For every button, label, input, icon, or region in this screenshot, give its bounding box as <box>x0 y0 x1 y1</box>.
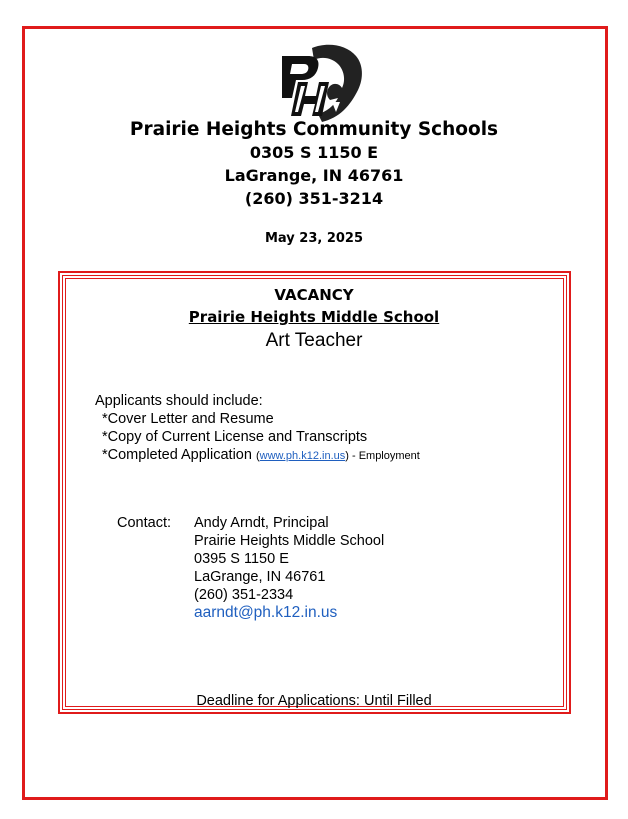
contact-label: Contact: <box>117 515 171 531</box>
panther-logo-icon <box>268 42 364 124</box>
application-deadline: Deadline for Applications: Until Filled <box>196 693 432 709</box>
application-paren-open: ( <box>255 450 260 462</box>
district-phone: (260) 351-3214 <box>244 189 384 208</box>
contact-name: Andy Arndt, Principal <box>194 515 329 531</box>
school-district-name: Prairie Heights Community Schools <box>129 119 499 140</box>
applicants-item-cover-letter: *Cover Letter and Resume <box>102 411 274 427</box>
application-prefix: *Completed Application <box>102 447 256 463</box>
applicants-item-application <box>102 446 420 465</box>
contact-email-link[interactable]: aarndt@ph.k12.in.us <box>194 604 338 621</box>
posting-date: May 23, 2025 <box>264 231 364 246</box>
vacancy-title: VACANCY <box>274 286 354 304</box>
contact-address-line2: LaGrange, IN 46761 <box>194 569 326 585</box>
contact-address-line1: 0395 S 1150 E <box>194 551 289 567</box>
district-address-line1: 0305 S 1150 E <box>249 143 379 162</box>
vacancy-position: Art Teacher <box>265 330 363 351</box>
vacancy-school <box>0 308 628 326</box>
contact-school: Prairie Heights Middle School <box>194 533 385 549</box>
vacancy-school-name: Prairie Heights Middle School <box>188 308 440 326</box>
applicants-intro: Applicants should include: <box>95 393 263 409</box>
website-link[interactable]: www.ph.k12.in.us <box>259 450 346 462</box>
application-suffix: ) - Employment <box>345 450 420 462</box>
district-address-line2: LaGrange, IN 46761 <box>224 166 404 185</box>
contact-phone: (260) 351-2334 <box>194 587 294 603</box>
applicants-item-license: *Copy of Current License and Transcripts <box>102 429 368 445</box>
